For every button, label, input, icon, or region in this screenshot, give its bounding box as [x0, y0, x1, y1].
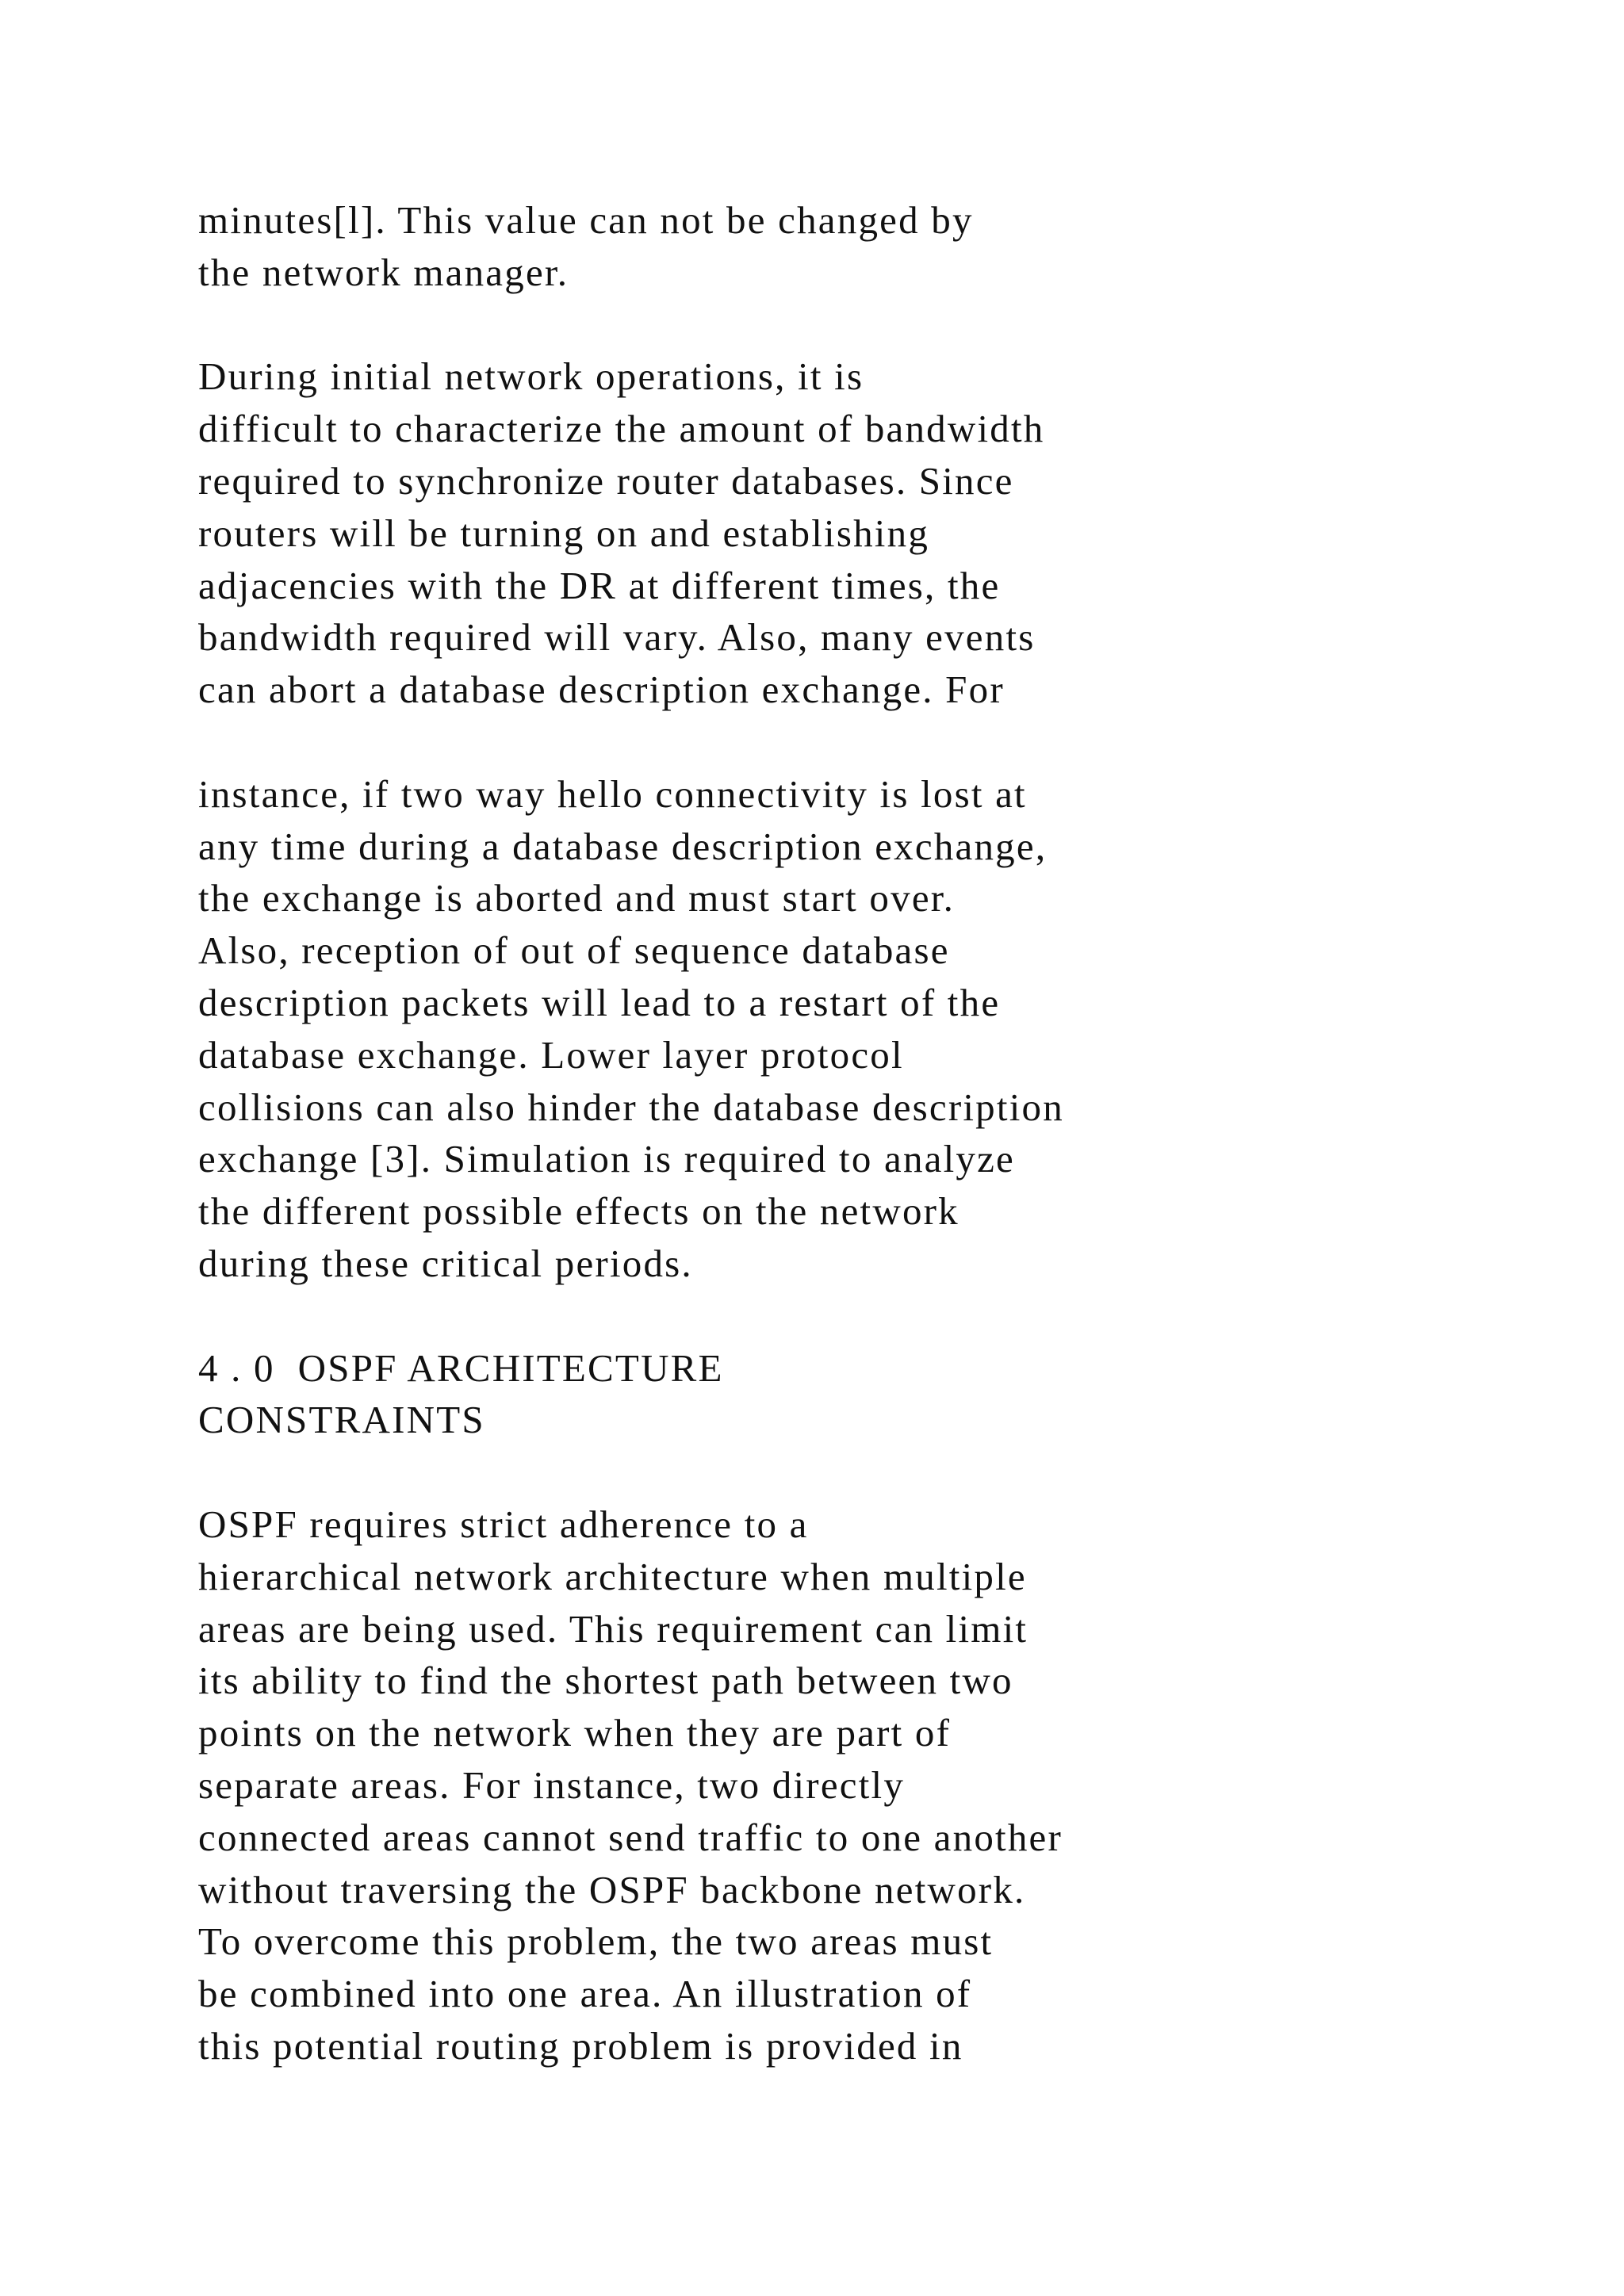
text-line: database exchange. Lower layer protocol	[198, 1032, 904, 1077]
section-heading	[198, 1342, 1546, 1447]
paragraph-gap	[198, 716, 1546, 768]
text-line: can abort a database description exchange. For	[198, 668, 1005, 712]
text-line: this potential routing problem is provided in	[198, 2023, 963, 2068]
text-line: OSPF requires strict adherence to a	[198, 1502, 809, 1546]
text-line: collisions can also hinder the database description	[198, 1085, 1064, 1129]
text-line: required to synchronize router databases. Since	[198, 458, 1014, 503]
text-line: the exchange is aborted and must start over.	[198, 876, 956, 920]
text-line: separate areas. For instance, two directly	[198, 1762, 906, 1807]
text-line: its ability to find the shortest path between two	[198, 1659, 1013, 1703]
paragraph-gap	[198, 299, 1546, 351]
text-line: be combined into one area. An illustration of	[198, 1972, 972, 2016]
paragraph-1	[198, 194, 1546, 299]
text-line: instance, if two way hello connectivity is lost at	[198, 771, 1027, 816]
heading-line: CONSTRAINTS	[198, 1398, 485, 1442]
text-line: routers will be turning on and establishing	[198, 511, 930, 555]
document-body	[198, 194, 1546, 2072]
text-line: connected areas cannot send traffic to one another	[198, 1815, 1063, 1859]
paragraph-2	[198, 350, 1546, 716]
text-line: any time during a database description exchange,	[198, 824, 1048, 868]
text-line: During initial network operations, it is	[198, 354, 864, 399]
text-line: minutes[l]. This value can not be changed by	[198, 198, 974, 242]
text-line: Also, reception of out of sequence database	[198, 928, 950, 973]
text-line: hierarchical network architecture when multiple	[198, 1554, 1027, 1598]
text-line: the network manager.	[198, 250, 569, 294]
text-line: during these critical periods.	[198, 1241, 693, 1285]
heading-line: 4 . 0 OSPF ARCHITECTURE	[198, 1345, 724, 1390]
text-line: To overcome this problem, the two areas must	[198, 1919, 994, 1964]
text-line: without traversing the OSPF backbone network.	[198, 1867, 1026, 1911]
text-line: bandwidth required will vary. Also, many events	[198, 615, 1036, 660]
text-line: points on the network when they are part of	[198, 1711, 952, 1755]
text-line: adjacencies with the DR at different times, the	[198, 563, 1001, 607]
text-line: difficult to characterize the amount of bandwidth	[198, 407, 1045, 451]
text-line: description packets will lead to a restart of the	[198, 980, 1001, 1024]
paragraph-3	[198, 768, 1546, 1290]
text-line: areas are being used. This requirement can limit	[198, 1606, 1028, 1651]
paragraph-gap	[198, 1290, 1546, 1342]
text-line: the different possible effects on the network	[198, 1189, 959, 1234]
paragraph-gap	[198, 1446, 1546, 1498]
text-line: exchange [3]. Simulation is required to analyze	[198, 1137, 1015, 1181]
paragraph-4	[198, 1498, 1546, 2072]
